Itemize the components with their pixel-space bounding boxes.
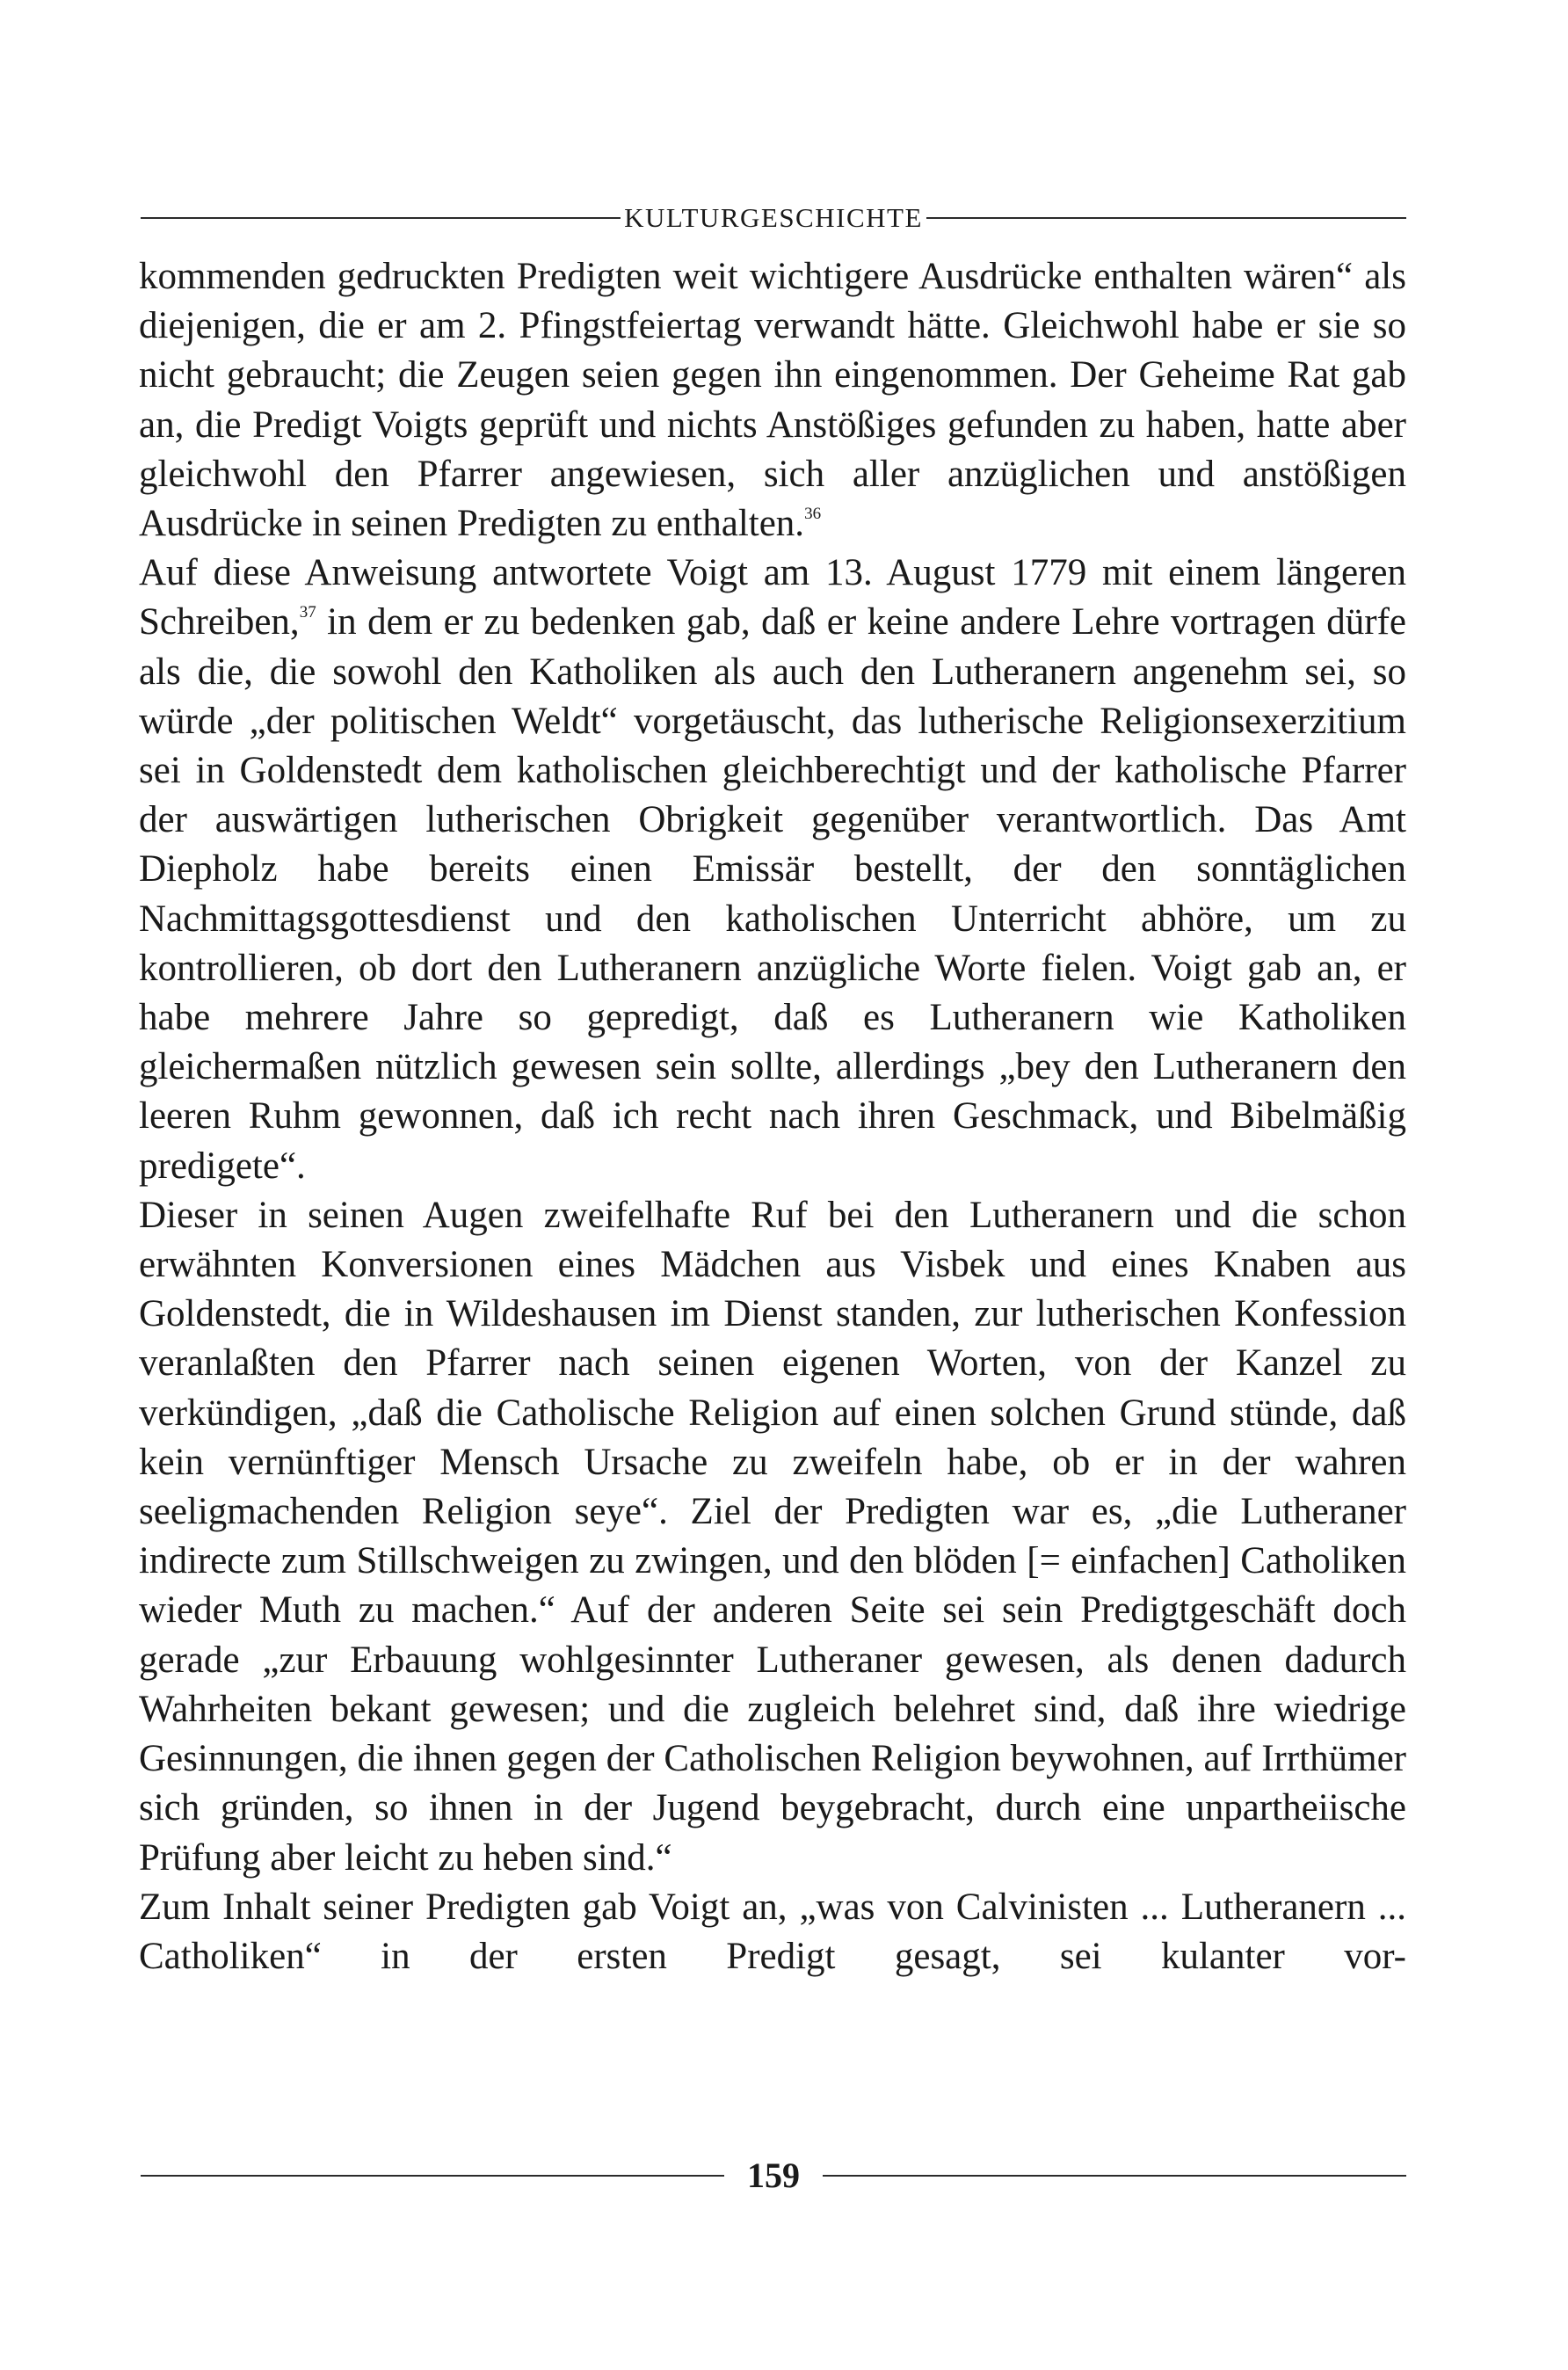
main-text bbox=[139, 252, 1406, 1981]
paragraph-1 bbox=[139, 252, 1406, 549]
paragraph-1-text: kommenden gedruckten Predigten weit wichtigere Ausdrücke enthalten wären“ als diejenigen, die er am 2. Pfingstfeiertag verwandt hätte. Gleichwohl habe er sie so nicht gebraucht; die Zeugen seien gegen ihn eingenommen. Der Geheime Rat gab an, die Predigt Voigts geprüft und nichts Anstößiges gefunden zu haben, hatte aber gleichwohl den Pfarrer angewiesen, sich aller anzüglichen und anstößigen Ausdrücke in seinen Predigten zu enthalten. bbox=[139, 256, 1406, 545]
paragraph-2 bbox=[139, 549, 1406, 1191]
header-rule-left bbox=[141, 217, 621, 219]
footer-rule-left bbox=[141, 2175, 724, 2177]
running-title: KULTURGESCHICHTE bbox=[624, 202, 923, 233]
paragraph-2-text-end: in dem er zu bedenken gab, daß er keine andere Lehre vortragen dürfe als die, die sowohl den Katholiken als auch den Lutheranern angenehm sei, so würde „der politischen Weldt“ vorgetäuscht, das lutherische Religionsexerzitium sei in Goldenstedt dem katholischen gleichberechtigt und der katholische Pfarrer der auswärtigen lutherischen Obrigkeit gegenüber verantwortlich. Das Amt Diepholz habe bereits einen Emissär bestellt, der den sonntäglichen Nachmittagsgottesdienst und den katholischen Unterricht abhöre, um zu kontrollieren, ob dort den Lutheranern anzügliche Worte fielen. Voigt gab an, er habe mehrere Jahre so gepredigt, daß es Lutheranern wie Katholiken gleichermaßen nützlich gewesen sein sollte, allerdings „bey den Lutheranern den leeren Ruhm gewonnen, daß ich recht nach ihren Geschmack, und Bibelmäßig predigete“. bbox=[139, 601, 1406, 1187]
footnote-marker-36: 36 bbox=[804, 505, 822, 524]
paragraph-2-text-start: Auf diese Anweisung antwortete Voigt am 13. August 1779 mit einem längeren Schreiben, bbox=[139, 552, 1406, 643]
running-header bbox=[141, 199, 1406, 237]
footnote-marker-37: 37 bbox=[299, 603, 316, 622]
footer-rule-right bbox=[823, 2175, 1406, 2177]
page-number: 159 bbox=[747, 2156, 800, 2195]
page-footer bbox=[141, 2152, 1406, 2199]
paragraph-3: Dieser in seinen Augen zweifelhafte Ruf bei den Lutheranern und die schon erwähnten Konversionen eines Mädchen aus Visbek und eines Knaben aus Goldenstedt, die in Wildeshausen im Dienst standen, zur lutherischen Konfession veranlaßten den Pfarrer nach seinen eigenen Worten, von der Kanzel zu verkündigen, „daß die Catholische Religion auf einen solchen Grund stünde, daß kein vernünftiger Mensch Ursache zu zweifeln habe, ob er in der wahren seeligmachenden Religion seye“. Ziel der Predigten war es, „die Lutheraner indirecte zum Stillschweigen zu zwingen, und den blöden [= einfachen] Catholiken wieder Muth zu machen.“ Auf der anderen Seite sei sein Predigtgeschäft doch gerade „zur Erbauung wohlgesinnter Lutheraner gewesen, als denen dadurch Wahrheiten bekant gewesen; und die zugleich belehret sind, daß ihre wiedrige Gesinnungen, die ihnen gegen der Catholischen Religion beywohnen, auf Irrthümer sich gründen, so ihnen in der Jugend beygebracht, durch eine unpartheiische Prüfung aber leicht zu heben sind.“ bbox=[139, 1194, 1406, 1879]
paragraph-4: Zum Inhalt seiner Predigten gab Voigt an, „was von Calvinisten ... Lutheranern ... Catholiken“ in der ersten Predigt gesagt, sei kulanter vor- bbox=[139, 1886, 1406, 1977]
header-rule-right bbox=[926, 217, 1406, 219]
